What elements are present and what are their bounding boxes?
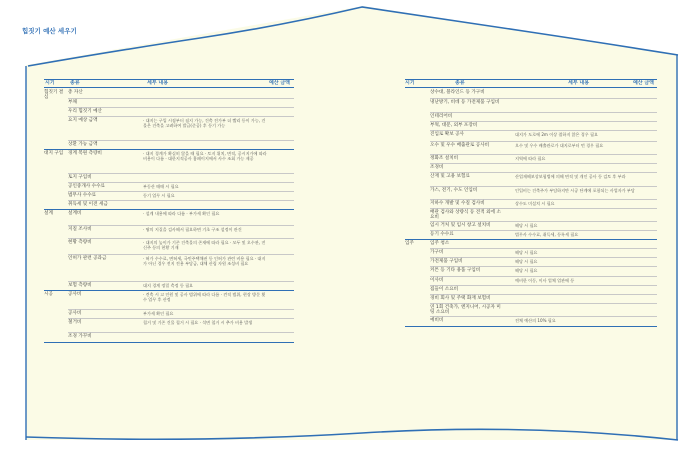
- detail-cell: 해당 시 필요: [515, 267, 538, 273]
- detail-cell: 지역에 따라 필요: [515, 155, 546, 161]
- table-row: [44, 140, 294, 149]
- table-header: [44, 79, 294, 88]
- item-cell: 상환 가능 금액: [68, 141, 98, 147]
- item-cell: 부엌, 대문, 외부 포장비: [430, 122, 478, 128]
- table-row: [405, 285, 657, 294]
- item-cell: 산재 및 고용 보험료: [430, 173, 470, 179]
- table-row: [44, 309, 294, 318]
- item-cell: 연 1회 건축가, 엔지니어, 시공자 미팅 소요비: [430, 304, 501, 316]
- table-row: [405, 199, 657, 208]
- table-row: [405, 221, 657, 230]
- item-cell: 냉난방기, 비데 등 가전제품 구입비: [430, 99, 500, 105]
- header-category: 시기: [45, 80, 55, 87]
- table-row: [44, 290, 294, 309]
- table-row: [405, 163, 657, 172]
- item-cell: 지질 조사비: [68, 226, 92, 232]
- detail-cell: 오수 및 우수 배출관로가 대지로부터 먼 경우 필요: [515, 142, 604, 148]
- item-cell: 인테리어비: [430, 113, 453, 119]
- table-row: [405, 276, 657, 285]
- table-row: [405, 230, 657, 239]
- page-title: 힙짓기 예산 세우기: [22, 27, 77, 35]
- item-cell: 총 자산: [68, 89, 83, 95]
- table-row: [44, 191, 294, 200]
- table-row: [405, 239, 657, 248]
- item-cell: 지하수 개발 및 수질 검사비: [430, 200, 485, 206]
- detail-cell: · 땅의 지질을 검사해서 필요하면 기초 구조 설정이 관건: [143, 226, 242, 232]
- detail-cell: 해당 시 필요: [515, 222, 538, 228]
- item-cell: 입주 청소: [430, 240, 450, 246]
- table-row: [44, 225, 294, 238]
- table-row: [405, 112, 657, 121]
- item-cell: 요지 예상 금액: [68, 117, 98, 123]
- table-row: [44, 107, 294, 116]
- header-detail: 세부 내용: [147, 80, 169, 87]
- detail-cell: · 대지는 구입 시점부터 짐지 가능, 건축 전가부 더 빨리 등이 가능, 건물은 건축을 고려하여 발급(준공) 후 등기 가능: [143, 117, 266, 128]
- category-cell: 힙짓기 결심: [44, 89, 64, 101]
- table-row: [44, 149, 294, 173]
- table-row: [405, 266, 657, 276]
- detail-cell: 해당 시 필요: [515, 258, 538, 264]
- table-bottom-border: [405, 326, 657, 327]
- detail-cell: · 대지의 높이가 기존 건축물의 존재에 따라 필요 · 모두 및 오수관, 전신주 등의 현황 기재: [143, 239, 266, 250]
- detail-cell: 대지가 도로에 2m 이상 접하지 않은 경우 필요: [515, 131, 598, 137]
- table-row: [405, 141, 657, 154]
- item-cell: 집들이 소요비: [430, 286, 459, 292]
- table-row: [405, 208, 657, 221]
- item-cell: 상수대, 블라인드 등 가구비: [430, 89, 485, 95]
- header-detail: 세부 내용: [568, 80, 590, 87]
- table-bottom-border: [44, 342, 294, 343]
- item-cell: 철거비: [68, 319, 82, 325]
- item-cell: 우리 힙짓기 예산: [68, 108, 102, 114]
- category-cell: 입주: [405, 240, 414, 246]
- item-cell: 현황 측량비: [68, 239, 92, 245]
- item-cell: 인허가 관련 공과금: [68, 255, 107, 261]
- detail-cell: 법무사 수수료, 취득세, 등록세 필요: [515, 231, 579, 237]
- detail-cell: · 견축 시 고 인원 및 공사 범위에 따라 다름 · 견적 범위, 현장 방문 횟수 업무 후 산정: [143, 291, 266, 302]
- detail-cell: 대지 경계 정밀 측정 등 필요: [143, 282, 194, 288]
- table-row: [405, 154, 657, 163]
- item-cell: 공인중개사 수수료: [68, 183, 105, 189]
- item-cell: 커튼 등 기타 용품 구입비: [430, 267, 481, 273]
- header-item: 종류: [70, 80, 80, 87]
- table-row: [405, 257, 657, 266]
- header-budget: 예산 금액: [268, 80, 290, 87]
- detail-cell: 등기 업무 시 필요: [143, 192, 175, 198]
- item-cell: 취득세 및 이전 세금: [68, 201, 108, 207]
- table-row: [405, 248, 657, 257]
- header-budget: 예산 금액: [632, 80, 654, 87]
- item-cell: 부채: [68, 99, 77, 105]
- detail-cell: · 대지 경계가 확실히 않을 때 필요 · 토지 위치, 면적, 공시지가에 따라 비용이 다름 · 대한지적공사 홈페이지에서 사수 조회 가능 제공: [143, 150, 267, 161]
- table-row: [405, 121, 657, 130]
- item-cell: 경계 복원 측량비: [68, 150, 102, 156]
- item-cell: 가전제품 구입비: [430, 258, 463, 264]
- table-row: [44, 238, 294, 254]
- item-cell: 경비 회사 및 주택 화재 보험비: [430, 295, 491, 301]
- detail-cell: 철거 및 기존 건물 철거 시 필요 · 석면 철거 시 추가 비용 발생: [143, 319, 253, 325]
- table-row: [405, 172, 657, 186]
- item-cell: 조경 가꾸비: [68, 333, 92, 339]
- header-category: 시기: [405, 80, 415, 87]
- item-cell: 임시 거처 및 임시 창고 설치비: [430, 222, 491, 228]
- item-cell: 가스, 전기, 수도 인입비: [430, 187, 478, 193]
- table-row: [44, 98, 294, 107]
- table-row: [44, 281, 294, 290]
- detail-cell: 인입비는 건축주가 부담하지만 시공 단계에 포함되는 사업자가 부담: [515, 187, 635, 193]
- item-cell: 법무사 수수료: [68, 192, 97, 198]
- budget-table-left: [44, 79, 294, 418]
- category-cell: 시공: [44, 291, 53, 297]
- detail-cell: · 허가 수수료, 면허세, 국민주택채권 등 인허가 관련 비용 필요 · 대지가 아닌 경우 전지 전용 부담금, 대체 산림 자원 조성비 필요: [143, 255, 266, 266]
- table-row: [405, 316, 657, 326]
- table-row: [44, 254, 294, 281]
- table-row: [405, 88, 657, 98]
- detail-cell: 상수도 미설치 시 필요: [515, 200, 555, 206]
- table-row: [405, 130, 657, 141]
- item-cell: 이사비: [430, 277, 444, 283]
- detail-cell: 산업재해보상보험법에 의해 면적 및 개인 공사 등 검토 후 부과: [515, 173, 626, 179]
- table-row: [405, 98, 657, 112]
- category-cell: 대지 구입: [44, 150, 64, 156]
- detail-cell: 전체 예산의 10% 필요: [515, 317, 556, 323]
- item-cell: 공사비: [68, 310, 82, 316]
- item-cell: 가구비: [430, 249, 444, 255]
- item-cell: 정화조 설치비: [430, 155, 459, 161]
- item-cell: 보험 측량비: [68, 282, 92, 288]
- table-row: [44, 200, 294, 209]
- item-cell: 설계비: [68, 210, 82, 216]
- item-cell: 토지 구입비: [68, 174, 92, 180]
- detail-cell: · 설계 내용에 따라 다름 · 부가세 확인 필요: [143, 210, 220, 216]
- table-row: [44, 88, 294, 101]
- item-cell: 예비비: [430, 317, 444, 323]
- item-cell: 등기 수수료: [430, 231, 454, 237]
- table-row: [44, 173, 294, 182]
- table-row: [44, 116, 294, 140]
- table-row: [44, 318, 294, 332]
- budget-table-right: [405, 79, 657, 408]
- detail-cell: 부가세 확인 필요: [143, 310, 174, 316]
- detail-cell: 예비한 이동, 이사 업체 업관에 등: [515, 277, 575, 283]
- table-row: [44, 332, 294, 342]
- header-item: 종류: [455, 80, 465, 87]
- category-cell: 설계: [44, 210, 53, 216]
- item-cell: 진입로 확보 공사: [430, 131, 464, 137]
- table-row: [405, 294, 657, 303]
- table-header: [405, 79, 657, 88]
- detail-cell: 부동산 매매 시 필요: [143, 183, 179, 189]
- detail-cell: 해당 시 필요: [515, 249, 538, 255]
- item-cell: 조경비: [430, 164, 444, 170]
- table-row: [44, 182, 294, 191]
- item-cell: 오수 및 우수 배출관로 공사비: [430, 142, 490, 148]
- table-row: [405, 303, 657, 316]
- table-row: [405, 186, 657, 199]
- table-row: [44, 209, 294, 225]
- item-cell: 공사비: [68, 291, 82, 297]
- item-cell: 배관 검사와 상량식 등 견적 외에 소요비: [430, 209, 501, 221]
